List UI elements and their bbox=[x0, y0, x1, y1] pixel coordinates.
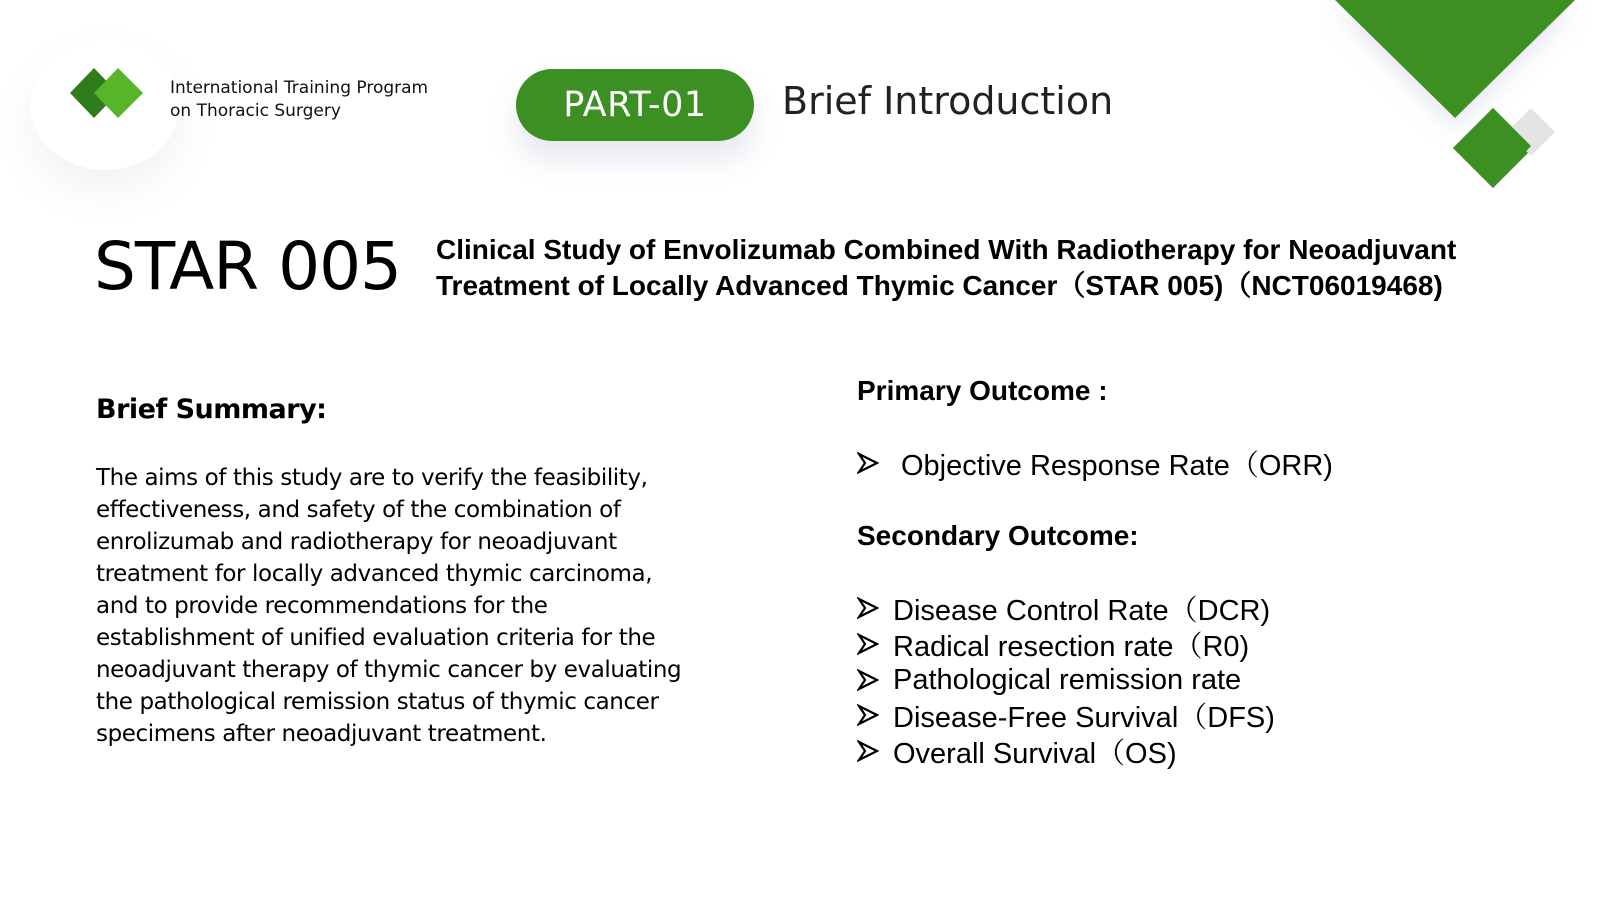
secondary-outcome-label: Disease Control Rate（DCR) bbox=[893, 594, 1271, 627]
primary-outcome-heading: Primary Outcome : bbox=[857, 375, 1108, 406]
arrowhead-bullet-icon bbox=[857, 704, 879, 726]
secondary-outcome-item bbox=[857, 590, 1270, 626]
secondary-outcome-item bbox=[857, 697, 1275, 733]
arrowhead-bullet-icon bbox=[857, 597, 879, 619]
summary-line: effectiveness, and safety of the combination of bbox=[96, 497, 621, 523]
secondary-outcome-label: Overall Survival（OS) bbox=[893, 737, 1177, 770]
study-title bbox=[436, 232, 1586, 304]
secondary-outcome-heading: Secondary Outcome: bbox=[857, 520, 1139, 551]
secondary-outcome-label: Radical resection rate（R0) bbox=[893, 630, 1250, 663]
green-triangle-diamond-decoration bbox=[1320, 0, 1600, 200]
summary-line: treatment for locally advanced thymic carcinoma, bbox=[96, 561, 653, 587]
secondary-outcome-label: Disease-Free Survival（DFS) bbox=[893, 701, 1275, 734]
study-id: STAR 005 bbox=[94, 228, 402, 305]
green-diamond-logo-icon bbox=[68, 66, 150, 126]
summary-line: specimens after neoadjuvant treatment. bbox=[96, 721, 547, 747]
secondary-outcome-item bbox=[857, 662, 1241, 698]
part-badge: PART-01 bbox=[516, 69, 754, 141]
organization-name-line2: on Thoracic Surgery bbox=[170, 101, 341, 121]
organization-name bbox=[170, 77, 428, 123]
organization-name-line1: International Training Program bbox=[170, 78, 429, 98]
study-title-line1: Clinical Study of Envolizumab Combined With Radiotherapy for Neoadjuvant bbox=[436, 234, 1457, 265]
secondary-outcome-item bbox=[857, 626, 1249, 662]
secondary-outcome-item bbox=[857, 733, 1177, 769]
arrowhead-bullet-icon bbox=[857, 740, 879, 762]
arrowhead-bullet-icon bbox=[857, 633, 879, 655]
secondary-outcome-label: Pathological remission rate bbox=[893, 663, 1242, 696]
summary-heading: Brief Summary: bbox=[96, 394, 327, 425]
summary-line: The aims of this study are to verify the feasibility, bbox=[96, 465, 648, 491]
study-title-line2: Treatment of Locally Advanced Thymic Cancer（STAR 005)（NCT06019468) bbox=[436, 270, 1443, 301]
summary-line: establishment of unified evaluation criteria for the bbox=[96, 625, 656, 651]
primary-outcome-label: Objective Response Rate（ORR) bbox=[901, 449, 1333, 482]
summary-line: neoadjuvant therapy of thymic cancer by evaluating bbox=[96, 657, 682, 683]
arrowhead-bullet-icon bbox=[857, 669, 879, 691]
primary-outcome-item bbox=[857, 445, 1333, 481]
arrowhead-bullet-icon bbox=[857, 452, 879, 474]
section-title: Brief Introduction bbox=[782, 79, 1114, 123]
summary-line: enrolizumab and radiotherapy for neoadjuvant bbox=[96, 529, 617, 555]
summary-line: the pathological remission status of thymic cancer bbox=[96, 689, 659, 715]
summary-line: and to provide recommendations for the bbox=[96, 593, 548, 619]
summary-body bbox=[96, 462, 736, 750]
